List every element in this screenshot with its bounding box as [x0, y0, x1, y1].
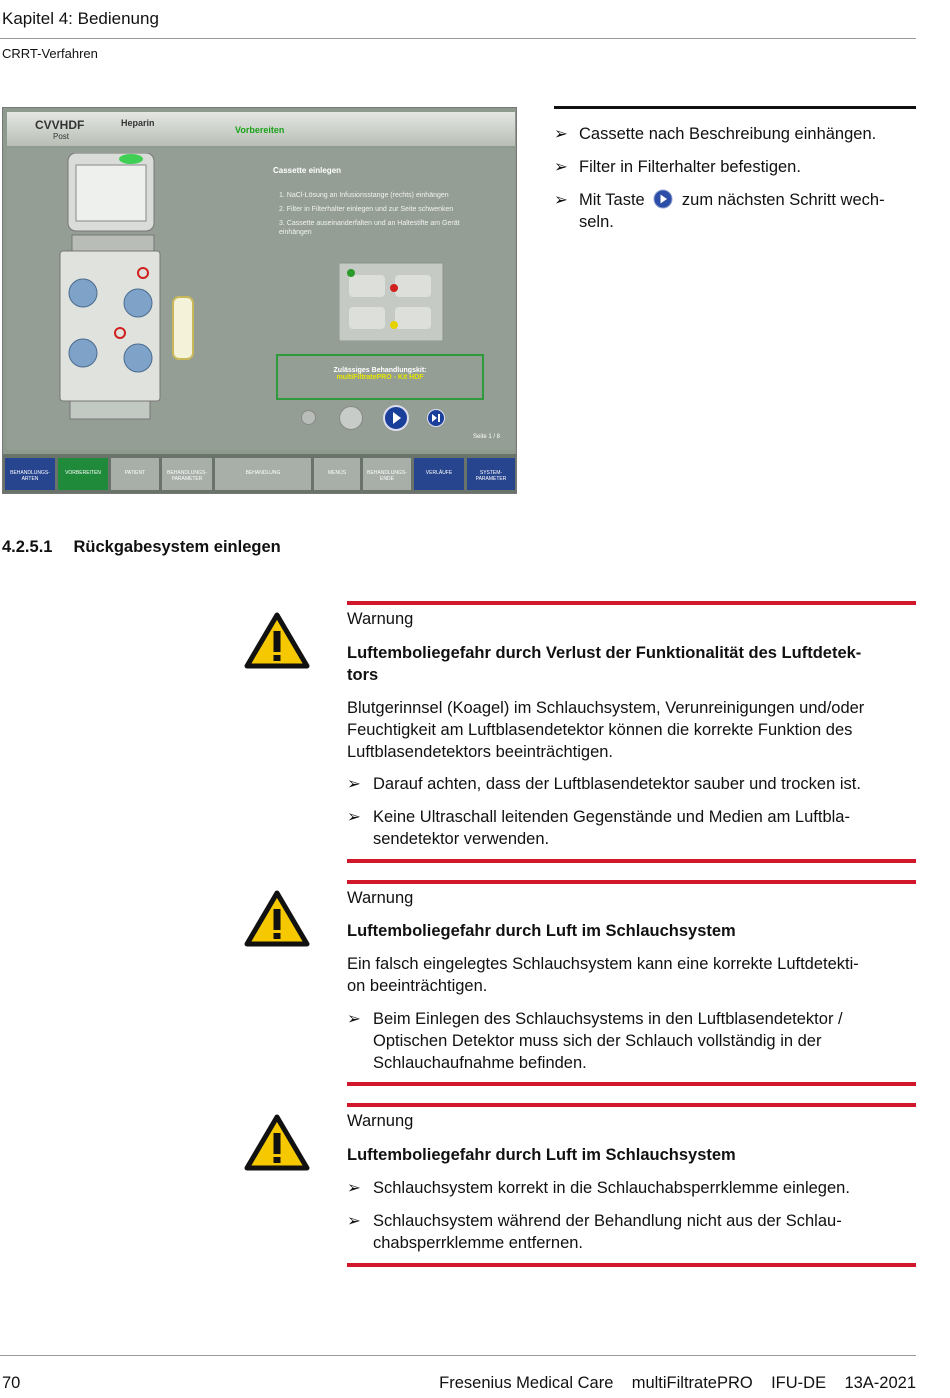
skip-icon: [428, 410, 444, 426]
warning-triangle-icon: [244, 1114, 310, 1172]
kit-name: multiFiltratePRO - Kit HDF: [336, 374, 424, 381]
warning-bottom-rule: [347, 1082, 916, 1086]
warning-bottom-rule: [347, 1263, 916, 1267]
tab-vorbereiten[interactable]: VORBEREITEN: [58, 458, 108, 490]
tab-behandlungsparameter[interactable]: BEHANDLUNGS-PARAMETER: [162, 458, 212, 490]
instruction-step: 1. NaCl-Lösung an Infusionsstange (rechts) einhängen: [279, 192, 449, 199]
warning-label: Warnung: [347, 889, 414, 907]
warning-top-rule: [347, 601, 916, 605]
bullet-arrow-icon: ➢: [554, 191, 568, 209]
warning-title: Luftemboliegefahr durch Verlust der Funktionalität des Luftdetek- tors: [347, 644, 862, 684]
footer-info: [439, 1374, 916, 1393]
warning-bottom-rule: [347, 859, 916, 863]
screen-tab-bar: [3, 454, 517, 494]
header-divider: [0, 38, 916, 39]
back-button[interactable]: [339, 406, 363, 430]
page-indicator: Seite 1 / 8: [473, 434, 501, 440]
bullet-arrow-icon: ➢: [347, 775, 361, 793]
warning-text: Ein falsch eingelegtes Schlauchsystem kann eine korrekte Luftdetekti- on beeinträchtigen.: [347, 955, 859, 995]
previous-step-button[interactable]: [301, 410, 316, 425]
warning-label: Warnung: [347, 610, 414, 628]
play-icon: [385, 407, 407, 429]
footer-product: multiFiltratePRO: [631, 1374, 753, 1392]
therapy-mode-sub: Post: [53, 132, 70, 141]
tab-behandlungsarten[interactable]: BEHANDLUNGS-ARTEN: [5, 458, 55, 490]
bullet-arrow-icon: ➢: [347, 808, 361, 826]
section-number: 4.2.5.1: [2, 538, 53, 556]
bullet-arrow-icon: ➢: [347, 1010, 361, 1028]
tab-verlaeufe[interactable]: VERLÄUFE: [414, 458, 464, 490]
warning-top-rule: [347, 1103, 916, 1107]
screen-state: Vorbereiten: [235, 125, 285, 135]
tab-patient[interactable]: PATIENT: [111, 458, 159, 490]
bullet-arrow-icon: ➢: [554, 158, 568, 176]
treatment-kit-box: [276, 354, 484, 400]
warning-triangle-icon: [244, 890, 310, 948]
instruction-step: 3. Cassette auseinanderfalten und an Haltestifte am Gerät einhängen: [279, 220, 460, 236]
panel-title: Cassette einlegen: [273, 166, 342, 175]
machine-illustration: [58, 153, 166, 423]
bullet-arrow-icon: ➢: [347, 1179, 361, 1197]
bullets-top-rule: [554, 106, 916, 109]
bullet-arrow-icon: ➢: [347, 1212, 361, 1230]
tab-systemparameter[interactable]: SYSTEM-PARAMETER: [467, 458, 515, 490]
instruction-step: 2. Filter in Filterhalter einlegen und zur Seite schwenken: [279, 206, 454, 213]
kit-label: Zulässiges Behandlungskit:: [333, 367, 427, 374]
chapter-heading: Kapitel 4: Bedienung: [2, 9, 159, 28]
therapy-mode: CVVHDF: [35, 118, 85, 132]
cassette-illustration: [339, 253, 449, 341]
footer-version: 13A-2021: [844, 1374, 916, 1392]
next-button-icon: [653, 189, 673, 209]
anticoagulation-label: Heparin: [121, 118, 155, 128]
screen-header-bar: [7, 112, 515, 146]
tab-menues[interactable]: MENÜS: [314, 458, 360, 490]
warning-text: Blutgerinnsel (Koagel) im Schlauchsystem, Verunreinigungen und/oder Feuchtigkeit am Luftblasendetektor können die korrekte Funktion des Luftblasendetektors beeinträchtigen.: [347, 699, 865, 761]
warning-title: Luftemboliegefahr durch Luft im Schlauchsystem: [347, 1146, 736, 1164]
section-heading: [2, 538, 281, 557]
warning-top-rule: [347, 880, 916, 884]
footer-doc: IFU-DE: [771, 1374, 827, 1392]
warning-label: Warnung: [347, 1112, 414, 1130]
subchapter-heading: CRRT-Verfahren: [2, 46, 98, 61]
footer-company: Fresenius Medical Care: [439, 1374, 614, 1392]
page-number: 70: [2, 1374, 21, 1392]
footer-divider: [0, 1355, 916, 1356]
warning-title: Luftemboliegefahr durch Luft im Schlauchsystem: [347, 922, 736, 940]
section-title: Rückgabesystem einlegen: [73, 538, 281, 556]
skip-forward-button[interactable]: [427, 409, 445, 427]
warning-triangle-icon: [244, 612, 310, 670]
next-step-button[interactable]: [383, 405, 409, 431]
tab-behandlungsende[interactable]: BEHANDLUNGS-ENDE: [363, 458, 411, 490]
filter-illustration: [169, 293, 197, 363]
device-screenshot: [2, 107, 517, 494]
tab-behandlung[interactable]: BEHANDLUNG: [215, 458, 311, 490]
bullet-arrow-icon: ➢: [554, 125, 568, 143]
